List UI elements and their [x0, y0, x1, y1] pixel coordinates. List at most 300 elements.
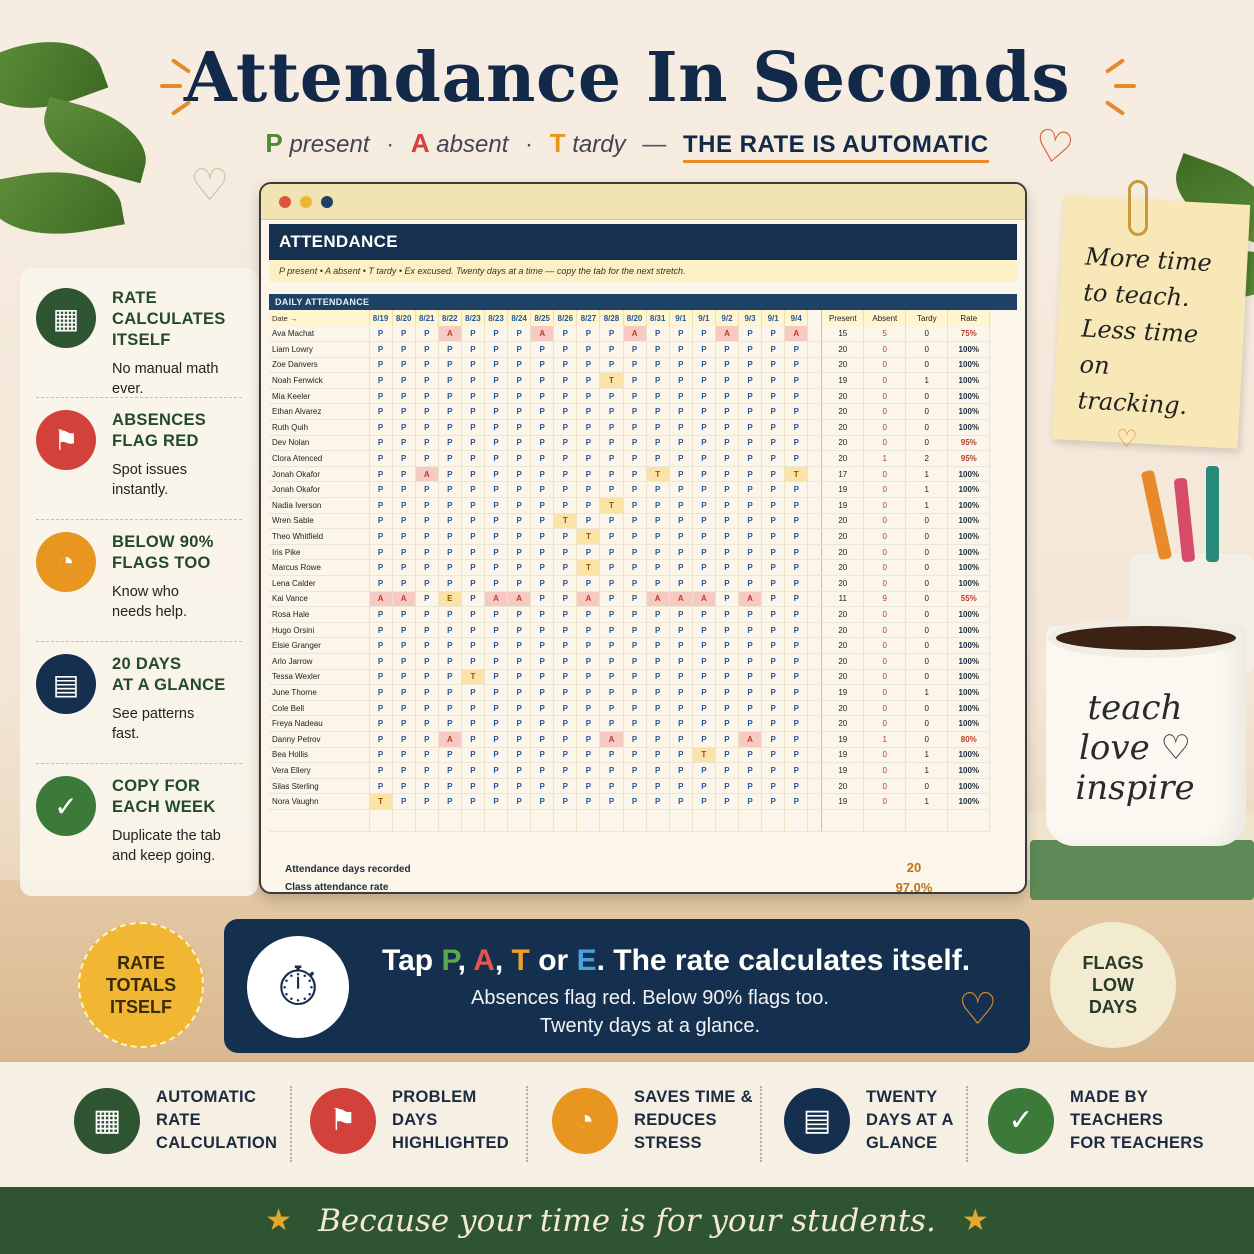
- attendance-cell[interactable]: P: [762, 388, 785, 404]
- attendance-cell[interactable]: P: [554, 731, 577, 747]
- attendance-cell[interactable]: P: [508, 607, 531, 623]
- attendance-cell[interactable]: P: [415, 731, 438, 747]
- attendance-cell[interactable]: P: [692, 326, 715, 342]
- attendance-cell[interactable]: P: [692, 669, 715, 685]
- attendance-cell[interactable]: P: [762, 342, 785, 358]
- attendance-cell[interactable]: P: [600, 607, 623, 623]
- attendance-cell[interactable]: P: [461, 607, 484, 623]
- attendance-cell[interactable]: P: [715, 388, 738, 404]
- attendance-cell[interactable]: P: [623, 482, 646, 498]
- attendance-cell[interactable]: P: [623, 342, 646, 358]
- attendance-cell[interactable]: P: [415, 669, 438, 685]
- attendance-cell[interactable]: P: [600, 638, 623, 654]
- attendance-cell[interactable]: P: [600, 576, 623, 592]
- attendance-cell[interactable]: P: [554, 466, 577, 482]
- attendance-cell[interactable]: P: [461, 716, 484, 732]
- attendance-cell[interactable]: P: [785, 529, 808, 545]
- attendance-cell[interactable]: P: [369, 669, 392, 685]
- attendance-cell[interactable]: P: [415, 357, 438, 373]
- attendance-cell[interactable]: T: [692, 747, 715, 763]
- attendance-cell[interactable]: P: [531, 529, 554, 545]
- attendance-cell[interactable]: P: [554, 591, 577, 607]
- attendance-cell[interactable]: P: [508, 466, 531, 482]
- attendance-cell[interactable]: P: [369, 404, 392, 420]
- attendance-cell[interactable]: A: [484, 591, 507, 607]
- attendance-cell[interactable]: P: [715, 778, 738, 794]
- attendance-cell[interactable]: P: [484, 622, 507, 638]
- attendance-cell[interactable]: P: [438, 669, 461, 685]
- attendance-cell[interactable]: P: [531, 653, 554, 669]
- attendance-cell[interactable]: P: [577, 716, 600, 732]
- attendance-cell[interactable]: P: [600, 778, 623, 794]
- attendance-cell[interactable]: P: [369, 466, 392, 482]
- attendance-cell[interactable]: P: [646, 326, 669, 342]
- attendance-cell[interactable]: P: [715, 357, 738, 373]
- attendance-cell[interactable]: P: [600, 342, 623, 358]
- attendance-cell[interactable]: P: [461, 435, 484, 451]
- attendance-cell[interactable]: P: [692, 466, 715, 482]
- attendance-cell[interactable]: P: [739, 778, 762, 794]
- attendance-cell[interactable]: P: [623, 498, 646, 514]
- attendance-cell[interactable]: P: [369, 544, 392, 560]
- attendance-cell[interactable]: P: [508, 435, 531, 451]
- attendance-cell[interactable]: P: [531, 544, 554, 560]
- attendance-cell[interactable]: P: [715, 794, 738, 810]
- attendance-cell[interactable]: P: [461, 560, 484, 576]
- attendance-cell[interactable]: P: [369, 342, 392, 358]
- attendance-cell[interactable]: A: [623, 326, 646, 342]
- attendance-cell[interactable]: P: [646, 607, 669, 623]
- attendance-cell[interactable]: P: [646, 716, 669, 732]
- attendance-cell[interactable]: P: [531, 607, 554, 623]
- attendance-cell[interactable]: P: [392, 622, 415, 638]
- attendance-cell[interactable]: P: [438, 685, 461, 701]
- attendance-cell[interactable]: P: [669, 653, 692, 669]
- attendance-cell[interactable]: P: [739, 638, 762, 654]
- attendance-cell[interactable]: P: [484, 747, 507, 763]
- attendance-cell[interactable]: T: [577, 560, 600, 576]
- attendance-cell[interactable]: P: [600, 482, 623, 498]
- attendance-cell[interactable]: A: [646, 591, 669, 607]
- attendance-cell[interactable]: P: [762, 420, 785, 436]
- attendance-cell[interactable]: P: [554, 420, 577, 436]
- attendance-cell[interactable]: P: [577, 794, 600, 810]
- attendance-cell[interactable]: P: [461, 731, 484, 747]
- attendance-cell[interactable]: P: [508, 357, 531, 373]
- attendance-cell[interactable]: P: [600, 560, 623, 576]
- attendance-cell[interactable]: P: [392, 529, 415, 545]
- attendance-cell[interactable]: P: [762, 685, 785, 701]
- attendance-cell[interactable]: P: [484, 326, 507, 342]
- attendance-cell[interactable]: P: [600, 451, 623, 467]
- attendance-cell[interactable]: P: [669, 435, 692, 451]
- attendance-cell[interactable]: P: [739, 326, 762, 342]
- attendance-cell[interactable]: P: [646, 482, 669, 498]
- attendance-cell[interactable]: P: [415, 513, 438, 529]
- attendance-cell[interactable]: P: [692, 498, 715, 514]
- attendance-cell[interactable]: P: [669, 420, 692, 436]
- attendance-cell[interactable]: P: [554, 529, 577, 545]
- attendance-cell[interactable]: P: [438, 435, 461, 451]
- attendance-cell[interactable]: P: [531, 576, 554, 592]
- attendance-cell[interactable]: P: [554, 435, 577, 451]
- attendance-cell[interactable]: P: [392, 731, 415, 747]
- attendance-cell[interactable]: P: [369, 607, 392, 623]
- attendance-cell[interactable]: P: [600, 653, 623, 669]
- attendance-cell[interactable]: P: [415, 747, 438, 763]
- attendance-cell[interactable]: P: [715, 404, 738, 420]
- attendance-cell[interactable]: P: [785, 435, 808, 451]
- attendance-cell[interactable]: P: [577, 607, 600, 623]
- attendance-cell[interactable]: P: [715, 731, 738, 747]
- attendance-cell[interactable]: P: [785, 451, 808, 467]
- attendance-cell[interactable]: P: [392, 373, 415, 389]
- attendance-cell[interactable]: P: [531, 669, 554, 685]
- attendance-cell[interactable]: P: [508, 716, 531, 732]
- attendance-cell[interactable]: A: [508, 591, 531, 607]
- attendance-cell[interactable]: P: [531, 560, 554, 576]
- attendance-cell[interactable]: P: [762, 482, 785, 498]
- attendance-cell[interactable]: P: [669, 794, 692, 810]
- attendance-cell[interactable]: P: [415, 638, 438, 654]
- attendance-cell[interactable]: P: [369, 778, 392, 794]
- attendance-cell[interactable]: P: [577, 576, 600, 592]
- attendance-cell[interactable]: A: [715, 326, 738, 342]
- attendance-cell[interactable]: P: [484, 607, 507, 623]
- attendance-cell[interactable]: P: [739, 342, 762, 358]
- attendance-cell[interactable]: P: [392, 357, 415, 373]
- attendance-cell[interactable]: P: [739, 716, 762, 732]
- attendance-cell[interactable]: P: [415, 716, 438, 732]
- attendance-cell[interactable]: P: [461, 357, 484, 373]
- attendance-cell[interactable]: P: [692, 388, 715, 404]
- attendance-cell[interactable]: P: [461, 451, 484, 467]
- attendance-cell[interactable]: P: [785, 576, 808, 592]
- attendance-cell[interactable]: P: [508, 560, 531, 576]
- attendance-cell[interactable]: P: [508, 685, 531, 701]
- attendance-cell[interactable]: P: [669, 638, 692, 654]
- attendance-cell[interactable]: P: [508, 731, 531, 747]
- attendance-cell[interactable]: T: [600, 373, 623, 389]
- attendance-cell[interactable]: P: [484, 357, 507, 373]
- attendance-cell[interactable]: P: [762, 669, 785, 685]
- attendance-cell[interactable]: P: [508, 404, 531, 420]
- attendance-cell[interactable]: P: [739, 653, 762, 669]
- attendance-cell[interactable]: P: [461, 529, 484, 545]
- attendance-cell[interactable]: P: [715, 373, 738, 389]
- attendance-cell[interactable]: T: [646, 466, 669, 482]
- attendance-cell[interactable]: P: [739, 747, 762, 763]
- attendance-cell[interactable]: A: [577, 591, 600, 607]
- attendance-cell[interactable]: P: [484, 513, 507, 529]
- attendance-cell[interactable]: P: [577, 357, 600, 373]
- attendance-cell[interactable]: P: [646, 576, 669, 592]
- attendance-cell[interactable]: P: [600, 700, 623, 716]
- attendance-cell[interactable]: P: [508, 747, 531, 763]
- attendance-cell[interactable]: P: [461, 420, 484, 436]
- attendance-cell[interactable]: P: [554, 498, 577, 514]
- attendance-cell[interactable]: P: [692, 731, 715, 747]
- attendance-cell[interactable]: P: [484, 700, 507, 716]
- attendance-cell[interactable]: P: [369, 560, 392, 576]
- attendance-cell[interactable]: P: [669, 498, 692, 514]
- attendance-cell[interactable]: P: [646, 420, 669, 436]
- attendance-cell[interactable]: P: [392, 466, 415, 482]
- attendance-cell[interactable]: P: [577, 420, 600, 436]
- attendance-cell[interactable]: P: [554, 669, 577, 685]
- attendance-cell[interactable]: P: [508, 763, 531, 779]
- attendance-cell[interactable]: P: [739, 560, 762, 576]
- attendance-cell[interactable]: P: [531, 435, 554, 451]
- attendance-cell[interactable]: P: [438, 576, 461, 592]
- attendance-cell[interactable]: P: [600, 357, 623, 373]
- attendance-cell[interactable]: P: [461, 700, 484, 716]
- attendance-cell[interactable]: P: [415, 560, 438, 576]
- attendance-cell[interactable]: P: [484, 466, 507, 482]
- attendance-cell[interactable]: P: [785, 763, 808, 779]
- attendance-cell[interactable]: P: [692, 544, 715, 560]
- attendance-cell[interactable]: P: [600, 435, 623, 451]
- attendance-cell[interactable]: P: [692, 778, 715, 794]
- attendance-cell[interactable]: P: [715, 451, 738, 467]
- attendance-cell[interactable]: P: [692, 420, 715, 436]
- attendance-cell[interactable]: P: [415, 529, 438, 545]
- attendance-cell[interactable]: P: [785, 794, 808, 810]
- attendance-cell[interactable]: P: [508, 794, 531, 810]
- attendance-cell[interactable]: P: [438, 653, 461, 669]
- attendance-cell[interactable]: P: [715, 466, 738, 482]
- attendance-cell[interactable]: P: [392, 498, 415, 514]
- attendance-cell[interactable]: P: [461, 404, 484, 420]
- attendance-cell[interactable]: P: [762, 716, 785, 732]
- attendance-cell[interactable]: P: [438, 482, 461, 498]
- attendance-cell[interactable]: P: [392, 607, 415, 623]
- attendance-cell[interactable]: P: [623, 607, 646, 623]
- attendance-cell[interactable]: P: [531, 778, 554, 794]
- attendance-cell[interactable]: P: [392, 513, 415, 529]
- attendance-cell[interactable]: P: [623, 778, 646, 794]
- attendance-cell[interactable]: P: [669, 685, 692, 701]
- minimize-icon[interactable]: [300, 196, 312, 208]
- attendance-cell[interactable]: P: [646, 747, 669, 763]
- attendance-cell[interactable]: P: [531, 794, 554, 810]
- attendance-cell[interactable]: P: [461, 778, 484, 794]
- attendance-cell[interactable]: P: [715, 498, 738, 514]
- attendance-cell[interactable]: P: [785, 638, 808, 654]
- attendance-cell[interactable]: P: [577, 373, 600, 389]
- attendance-cell[interactable]: P: [646, 342, 669, 358]
- attendance-cell[interactable]: P: [554, 778, 577, 794]
- attendance-cell[interactable]: P: [438, 373, 461, 389]
- attendance-cell[interactable]: P: [715, 482, 738, 498]
- attendance-cell[interactable]: T: [577, 529, 600, 545]
- attendance-cell[interactable]: P: [392, 326, 415, 342]
- attendance-cell[interactable]: P: [739, 466, 762, 482]
- attendance-cell[interactable]: P: [554, 482, 577, 498]
- attendance-cell[interactable]: P: [415, 373, 438, 389]
- attendance-cell[interactable]: P: [531, 342, 554, 358]
- attendance-cell[interactable]: P: [646, 451, 669, 467]
- attendance-cell[interactable]: P: [692, 357, 715, 373]
- attendance-cell[interactable]: P: [785, 716, 808, 732]
- attendance-cell[interactable]: P: [623, 731, 646, 747]
- attendance-cell[interactable]: P: [531, 357, 554, 373]
- attendance-cell[interactable]: P: [669, 669, 692, 685]
- attendance-cell[interactable]: P: [484, 653, 507, 669]
- attendance-cell[interactable]: P: [692, 482, 715, 498]
- attendance-cell[interactable]: P: [484, 482, 507, 498]
- attendance-cell[interactable]: P: [392, 653, 415, 669]
- attendance-cell[interactable]: P: [715, 420, 738, 436]
- attendance-cell[interactable]: P: [692, 716, 715, 732]
- attendance-cell[interactable]: P: [369, 451, 392, 467]
- attendance-cell[interactable]: P: [669, 763, 692, 779]
- attendance-cell[interactable]: P: [461, 794, 484, 810]
- attendance-cell[interactable]: P: [554, 560, 577, 576]
- attendance-cell[interactable]: P: [415, 498, 438, 514]
- attendance-cell[interactable]: P: [438, 388, 461, 404]
- attendance-cell[interactable]: P: [438, 342, 461, 358]
- attendance-cell[interactable]: P: [623, 544, 646, 560]
- attendance-cell[interactable]: P: [715, 638, 738, 654]
- attendance-cell[interactable]: P: [484, 388, 507, 404]
- attendance-cell[interactable]: P: [692, 794, 715, 810]
- attendance-cell[interactable]: P: [600, 388, 623, 404]
- attendance-cell[interactable]: P: [508, 669, 531, 685]
- attendance-cell[interactable]: P: [762, 638, 785, 654]
- attendance-cell[interactable]: P: [692, 622, 715, 638]
- attendance-cell[interactable]: P: [739, 794, 762, 810]
- attendance-cell[interactable]: P: [438, 544, 461, 560]
- attendance-cell[interactable]: P: [438, 794, 461, 810]
- attendance-cell[interactable]: P: [438, 700, 461, 716]
- attendance-cell[interactable]: P: [785, 544, 808, 560]
- attendance-cell[interactable]: P: [715, 716, 738, 732]
- attendance-cell[interactable]: P: [484, 716, 507, 732]
- attendance-cell[interactable]: P: [392, 342, 415, 358]
- attendance-cell[interactable]: P: [554, 794, 577, 810]
- attendance-cell[interactable]: P: [392, 435, 415, 451]
- attendance-cell[interactable]: P: [623, 747, 646, 763]
- attendance-cell[interactable]: P: [715, 607, 738, 623]
- attendance-cell[interactable]: A: [600, 731, 623, 747]
- attendance-cell[interactable]: P: [623, 466, 646, 482]
- attendance-cell[interactable]: P: [415, 607, 438, 623]
- attendance-cell[interactable]: P: [692, 435, 715, 451]
- attendance-cell[interactable]: P: [669, 700, 692, 716]
- attendance-cell[interactable]: T: [600, 498, 623, 514]
- attendance-cell[interactable]: P: [461, 576, 484, 592]
- attendance-cell[interactable]: P: [531, 513, 554, 529]
- attendance-cell[interactable]: P: [415, 388, 438, 404]
- attendance-cell[interactable]: P: [715, 622, 738, 638]
- attendance-cell[interactable]: P: [785, 685, 808, 701]
- attendance-cell[interactable]: P: [715, 591, 738, 607]
- attendance-cell[interactable]: P: [739, 482, 762, 498]
- attendance-cell[interactable]: P: [623, 576, 646, 592]
- attendance-cell[interactable]: P: [785, 731, 808, 747]
- attendance-cell[interactable]: P: [392, 794, 415, 810]
- attendance-cell[interactable]: P: [531, 731, 554, 747]
- attendance-cell[interactable]: P: [762, 404, 785, 420]
- attendance-cell[interactable]: P: [669, 466, 692, 482]
- attendance-cell[interactable]: P: [554, 404, 577, 420]
- attendance-cell[interactable]: P: [692, 763, 715, 779]
- attendance-cell[interactable]: P: [438, 513, 461, 529]
- attendance-cell[interactable]: P: [669, 482, 692, 498]
- close-icon[interactable]: [279, 196, 291, 208]
- attendance-cell[interactable]: P: [715, 653, 738, 669]
- attendance-cell[interactable]: A: [438, 731, 461, 747]
- attendance-cell[interactable]: P: [438, 622, 461, 638]
- attendance-cell[interactable]: P: [531, 420, 554, 436]
- attendance-cell[interactable]: P: [646, 404, 669, 420]
- attendance-cell[interactable]: P: [785, 388, 808, 404]
- attendance-cell[interactable]: P: [554, 373, 577, 389]
- attendance-cell[interactable]: P: [392, 700, 415, 716]
- attendance-cell[interactable]: P: [739, 513, 762, 529]
- attendance-cell[interactable]: P: [508, 778, 531, 794]
- attendance-cell[interactable]: P: [554, 342, 577, 358]
- attendance-cell[interactable]: P: [461, 466, 484, 482]
- attendance-cell[interactable]: P: [785, 482, 808, 498]
- attendance-cell[interactable]: P: [669, 576, 692, 592]
- attendance-cell[interactable]: P: [692, 700, 715, 716]
- attendance-cell[interactable]: P: [392, 544, 415, 560]
- attendance-cell[interactable]: P: [484, 731, 507, 747]
- attendance-cell[interactable]: P: [577, 622, 600, 638]
- attendance-cell[interactable]: P: [484, 498, 507, 514]
- attendance-cell[interactable]: P: [554, 544, 577, 560]
- attendance-cell[interactable]: P: [461, 685, 484, 701]
- attendance-cell[interactable]: P: [762, 451, 785, 467]
- attendance-cell[interactable]: P: [415, 576, 438, 592]
- attendance-cell[interactable]: P: [739, 373, 762, 389]
- attendance-cell[interactable]: P: [577, 451, 600, 467]
- attendance-cell[interactable]: P: [461, 482, 484, 498]
- attendance-cell[interactable]: P: [415, 451, 438, 467]
- attendance-cell[interactable]: A: [739, 591, 762, 607]
- attendance-cell[interactable]: P: [484, 529, 507, 545]
- attendance-cell[interactable]: P: [577, 513, 600, 529]
- attendance-cell[interactable]: P: [623, 404, 646, 420]
- attendance-cell[interactable]: P: [762, 357, 785, 373]
- attendance-cell[interactable]: P: [554, 747, 577, 763]
- attendance-cell[interactable]: P: [623, 763, 646, 779]
- attendance-cell[interactable]: P: [669, 357, 692, 373]
- attendance-cell[interactable]: P: [461, 342, 484, 358]
- attendance-cell[interactable]: P: [554, 451, 577, 467]
- attendance-cell[interactable]: P: [785, 700, 808, 716]
- attendance-cell[interactable]: P: [508, 576, 531, 592]
- attendance-cell[interactable]: P: [461, 638, 484, 654]
- attendance-cell[interactable]: P: [392, 685, 415, 701]
- attendance-cell[interactable]: P: [692, 607, 715, 623]
- attendance-cell[interactable]: P: [508, 388, 531, 404]
- attendance-cell[interactable]: P: [692, 529, 715, 545]
- attendance-cell[interactable]: P: [646, 653, 669, 669]
- attendance-cell[interactable]: P: [554, 638, 577, 654]
- attendance-cell[interactable]: P: [785, 591, 808, 607]
- attendance-cell[interactable]: P: [438, 747, 461, 763]
- attendance-cell[interactable]: P: [392, 638, 415, 654]
- attendance-cell[interactable]: P: [762, 794, 785, 810]
- attendance-cell[interactable]: P: [461, 326, 484, 342]
- maximize-icon[interactable]: [321, 196, 333, 208]
- attendance-cell[interactable]: P: [438, 778, 461, 794]
- attendance-cell[interactable]: P: [508, 420, 531, 436]
- attendance-cell[interactable]: P: [484, 435, 507, 451]
